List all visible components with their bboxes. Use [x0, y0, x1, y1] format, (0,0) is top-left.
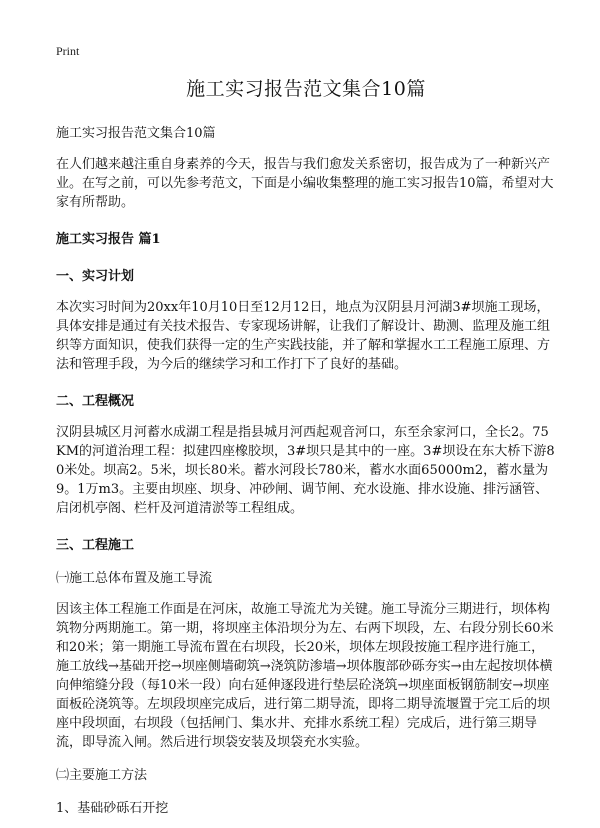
intro-paragraph: 在人们越来越注重自身素养的今天，报告与我们愈发关系密切，报告成为了一种新兴产业。在写之前，可以先参考范文，下面是小编收集整理的施工实习报告10篇，希望对大家有所帮助。: [56, 157, 554, 210]
internship-plan-paragraph: 本次实习时间为20xx年10月10日至12月12日，地点为汉阴县月河湖3#坝施工现场，具体安排是通过有关技术报告、专家现场讲解，让我们了解设计、勘测、监理及施工组织等方面知识，使我们获得一定的生产实践技能，并了解和掌握水工工程施工原理、方法和管理手段，为今后的继续学习和工作打下了良好的基础。: [56, 300, 551, 372]
project-overview-paragraph: 汉阴县城区月河蓄水成湖工程是指县城月河西起观音河口，东至余家河口，全长2。75KM的河道治理工程：拟建四座橡胶坝，3#坝只是其中的一座。3#坝设在东大桥下游80米处。坝高2。5米，坝长80米。蓄水河段长780米，蓄水水面65000m2，蓄水量为9。1万m3。主要由坝座、坝身、冲砂闸、调节闸、充水设施、排水设施、排污涵管、启闭机亭阁、栏杆及河道清淤等工程组成。: [56, 425, 555, 516]
document-subtitle: 施工实习报告范文集合10篇: [56, 126, 216, 141]
subheading-main-methods: ㈡主要施工方法: [56, 768, 148, 783]
list-item-gravel-excavation: 1、基础砂砾石开挖: [56, 801, 169, 816]
heading-construction: 三、工程施工: [56, 538, 135, 553]
section-title: 施工实习报告 篇1: [56, 232, 161, 247]
print-link[interactable]: Print: [56, 44, 80, 58]
construction-paragraph: 因该主体工程施工作面是在河床，故施工导流尤为关键。施工导流分三期进行，坝体构筑物分两期施工。第一期，将坝座主体沿坝分为左、右两下坝段，左、右段分别长60米和20米；第一期施工导流布置在右坝段，长20米，坝体左坝段按施工程序进行施工，施工放线→基础开挖→坝座侧墙砌筑→浇筑防渗墙→坝体腹部砂砾夯实→由左起按坝体横向伸缩缝分段（每10米一段）向右延伸逐段进行垫层砼浇筑→坝座面板钢筋制安→坝座面板砼浇筑等。左坝段坝座完成后，进行第二期导流，即将二期导流堰置于完工后的坝座中段坝面，右坝段（包括闸门、集水井、充排水系统工程）完成后，进行第三期导流，即导流入闸。然后进行坝袋安装及坝袋充水实验。: [56, 602, 554, 750]
document-content: [56, 76, 556, 818]
subheading-layout-diversion: ㈠施工总体布置及施工导流: [56, 571, 213, 586]
page-title: 施工实习报告范文集合10篇: [186, 78, 426, 100]
heading-internship-plan: 一、实习计划: [56, 269, 135, 284]
heading-project-overview: 二、工程概况: [56, 394, 135, 409]
